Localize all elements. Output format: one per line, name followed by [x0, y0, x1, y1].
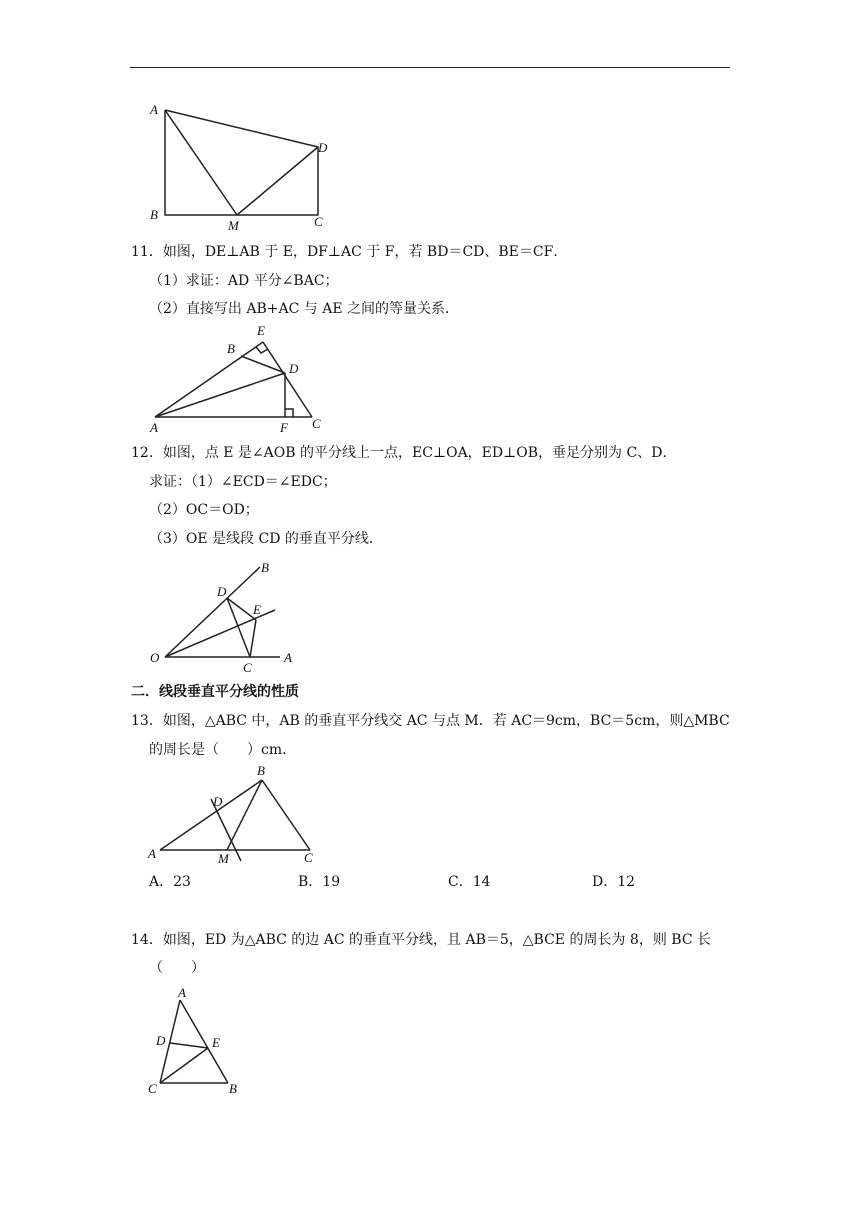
label-e: E [253, 602, 261, 617]
figure-quadrilateral-abcd [140, 95, 350, 235]
label-a: A [148, 846, 156, 861]
figure-q11 [140, 322, 340, 437]
q13-option-a[interactable]: A．23 [149, 874, 191, 890]
label-b: B [261, 560, 269, 575]
section-title: 二．线段垂直平分线的性质 [131, 684, 299, 700]
label-f: F [280, 420, 288, 435]
label-b: B [229, 1081, 237, 1096]
label-b: B [150, 207, 158, 222]
figure-q14 [140, 983, 260, 1098]
q12-part2: （2）OC＝OD； [149, 502, 259, 518]
label-c: C [148, 1081, 157, 1096]
label-b: B [257, 763, 265, 778]
label-m: M [218, 851, 229, 866]
label-m: M [228, 218, 239, 233]
label-d: D [217, 584, 227, 599]
label-c: C [312, 416, 321, 431]
q13-stem-line2: 的周长是（ ）cm． [149, 742, 297, 758]
q11-part2: （2）直接写出 AB+AC 与 AE 之间的等量关系． [149, 301, 459, 317]
label-c: C [243, 660, 252, 675]
q14-stem-line1: 14．如图，ED 为△ABC 的边 AC 的垂直平分线，且 AB＝5，△BCE 的周长为 8，则 BC 长 [131, 932, 711, 948]
figure-q12 [145, 555, 305, 675]
label-d: D [318, 140, 328, 155]
label-a: A [178, 985, 186, 1000]
q13-option-d[interactable]: D．12 [592, 874, 636, 890]
q13-option-b[interactable]: B．19 [298, 874, 341, 890]
q12-stem: 12．如图，点 E 是∠AOB 的平分线上一点，EC⊥OA，ED⊥OB，垂足分别为 C、D． [131, 445, 677, 461]
figure-q13 [145, 763, 330, 868]
q11-stem: 11．如图，DE⊥AB 于 E，DF⊥AC 于 F，若 BD＝CD、BE＝CF． [131, 244, 568, 260]
q14-stem-line2: （ ） [149, 960, 205, 976]
q13-stem-line1: 13．如图，△ABC 中，AB 的垂直平分线交 AC 与点 M．若 AC＝9cm，BC＝5cm，则△MBC [131, 713, 730, 729]
label-a: A [150, 420, 158, 435]
label-d: D [289, 361, 299, 376]
label-c: C [304, 850, 313, 865]
label-b: B [227, 341, 235, 356]
label-c: C [314, 214, 323, 229]
label-e: E [257, 323, 265, 338]
label-a: A [150, 102, 158, 117]
q12-part3: （3）OE 是线段 CD 的垂直平分线． [149, 531, 383, 547]
label-a: A [284, 650, 292, 665]
q13-option-c[interactable]: C．14 [448, 874, 491, 890]
label-e: E [212, 1035, 220, 1050]
header-rule [130, 67, 730, 68]
q12-part1: 求证：（1）∠ECD＝∠EDC； [149, 474, 337, 490]
label-d: D [156, 1033, 166, 1048]
label-d: D [213, 794, 223, 809]
label-o: O [150, 650, 160, 665]
q11-part1: （1）求证：AD 平分∠BAC； [149, 273, 339, 289]
